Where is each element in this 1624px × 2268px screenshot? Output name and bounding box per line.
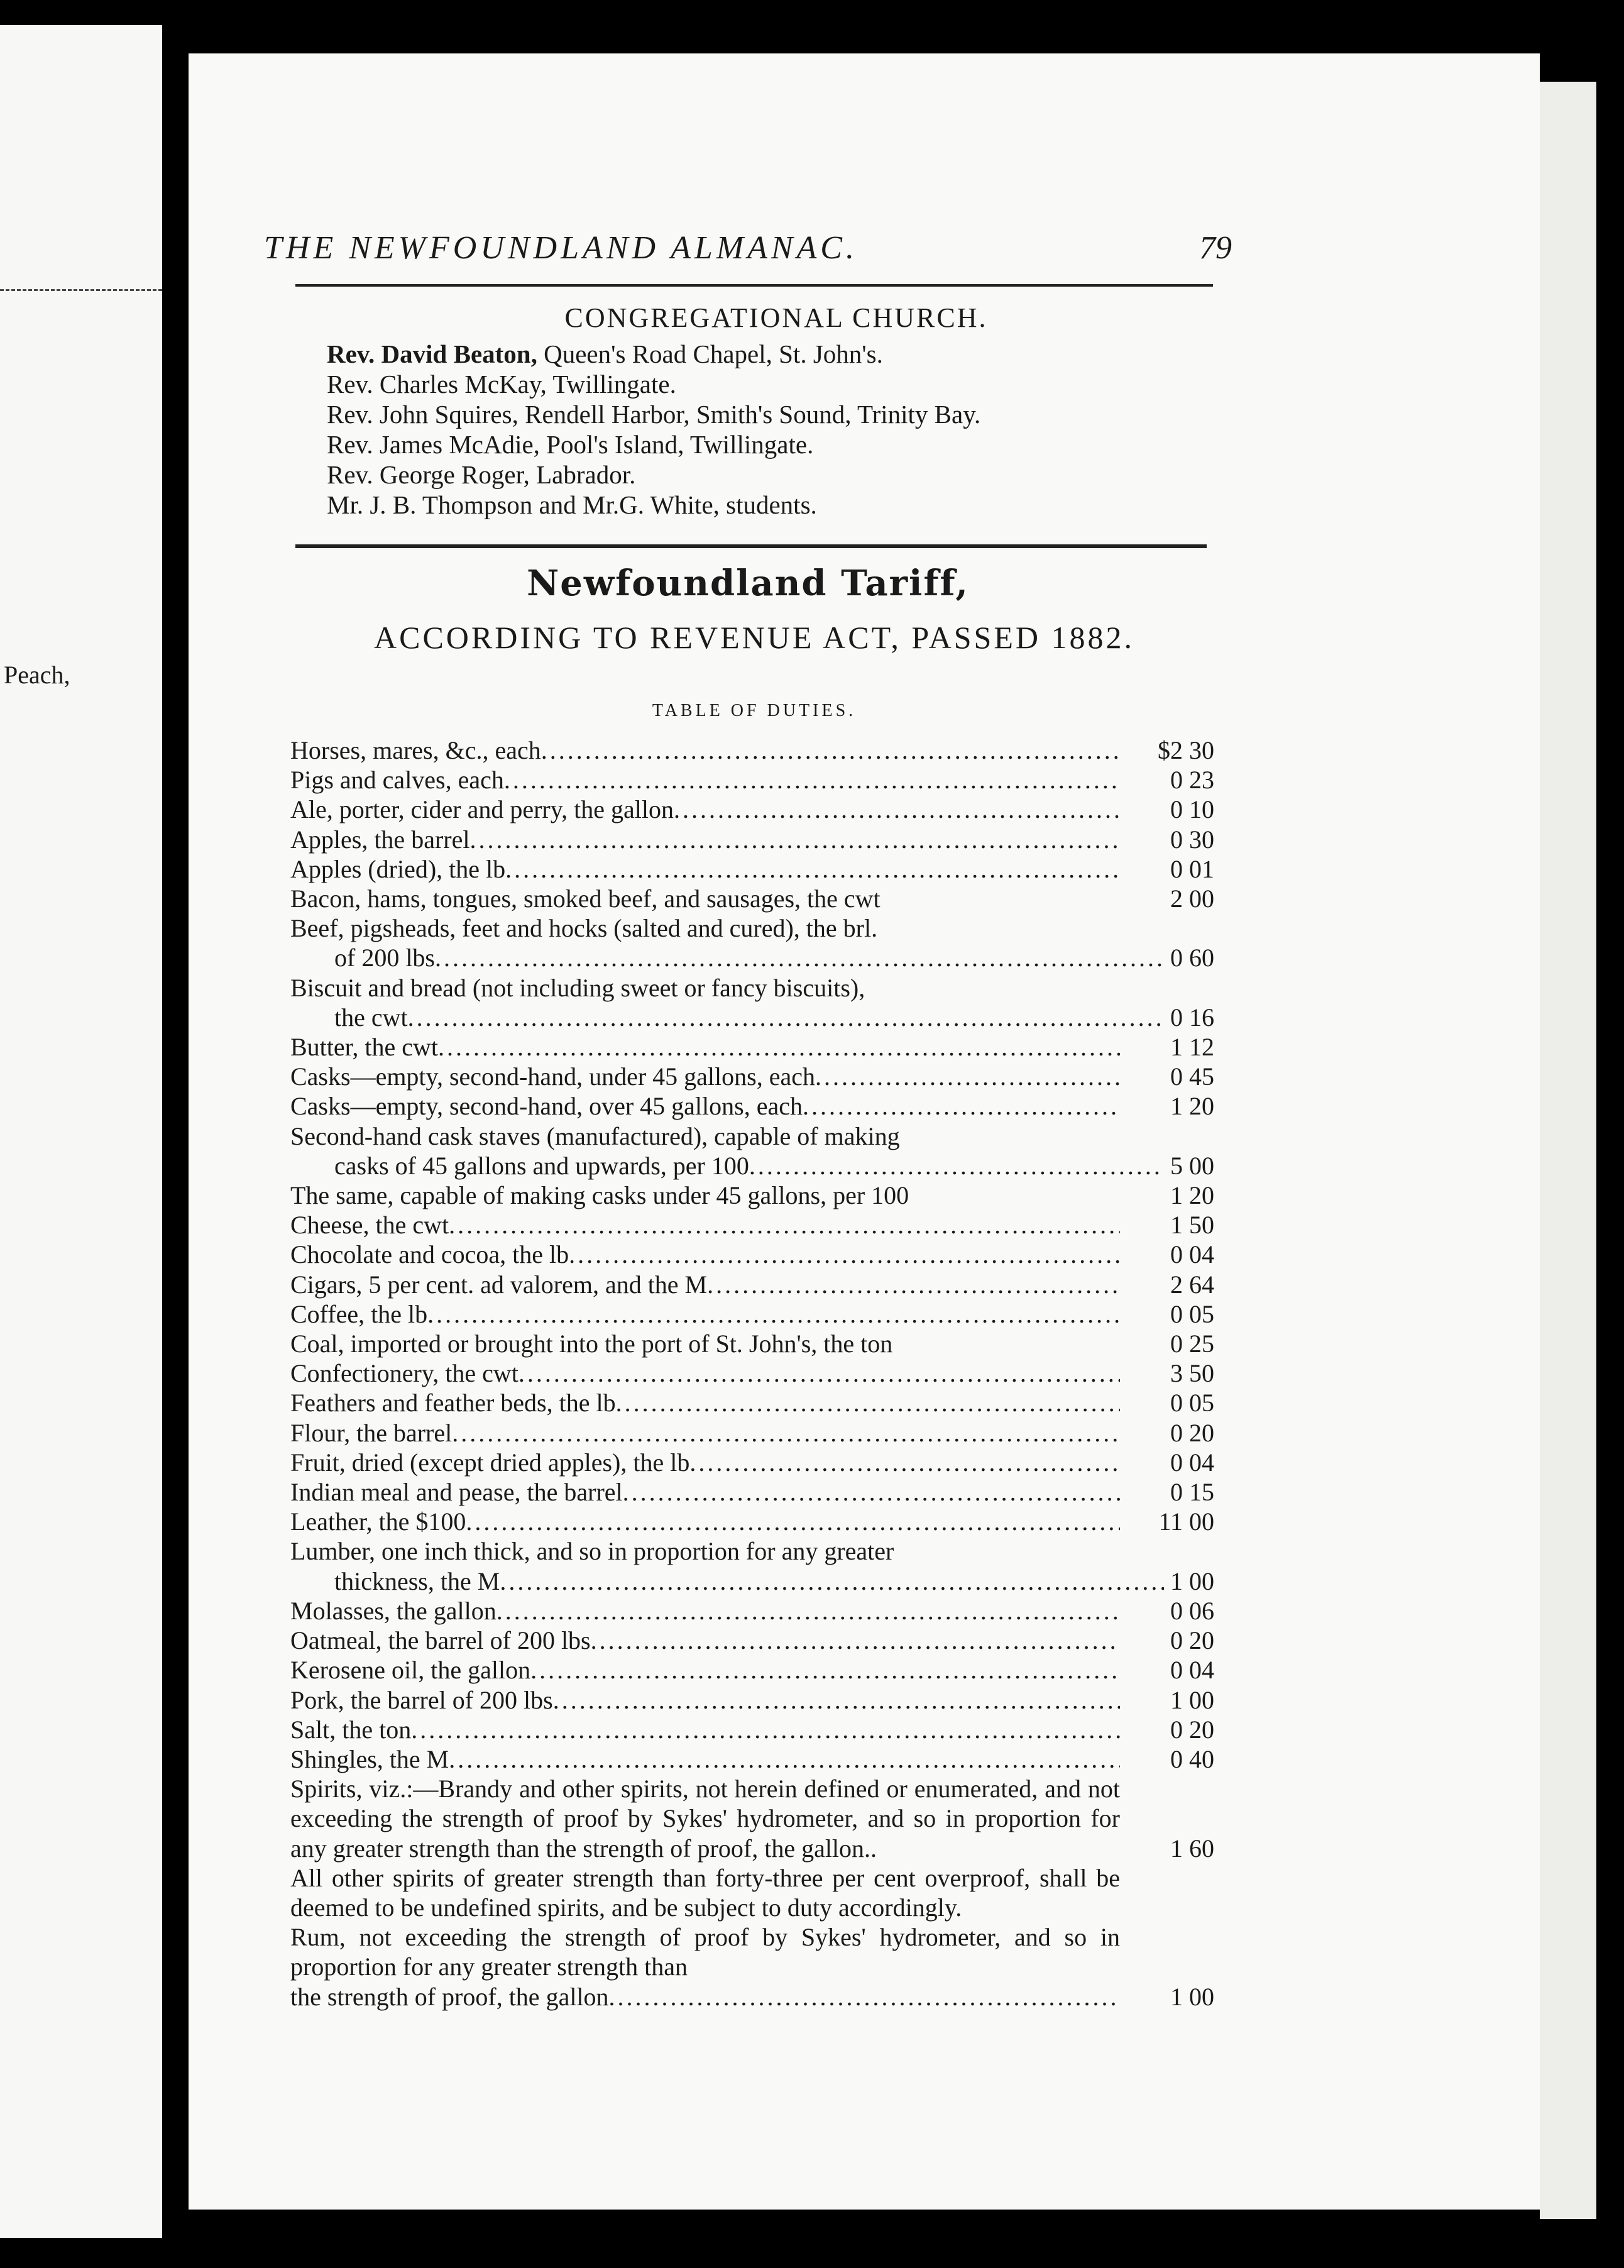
leader-dots xyxy=(803,1091,1120,1121)
duty-amount: 2 64 xyxy=(1170,1270,1214,1299)
clergy-entry xyxy=(327,429,1226,460)
leader-dots xyxy=(449,1210,1120,1240)
duty-amount: 0 20 xyxy=(1170,1715,1214,1744)
duty-row xyxy=(290,913,1214,972)
clergy-entry xyxy=(327,369,1226,399)
leader-dots xyxy=(569,1240,1120,1269)
duty-item: All other spirits of greater strength than forty-three per cent overproof, shall be deemed to be undefined spirits, and be subject to duty accordingly. xyxy=(290,1863,1120,1922)
duty-amount: 0 15 xyxy=(1170,1478,1214,1507)
duty-amount: 1 12 xyxy=(1170,1033,1214,1062)
leader-dots xyxy=(616,1388,1120,1418)
duty-row xyxy=(290,1744,1214,1774)
clergy-name: Rev. James McAdie, xyxy=(327,430,540,459)
duty-amount: 0 20 xyxy=(1170,1626,1214,1655)
duty-item-continuation: the strength of proof, the gallon xyxy=(290,1982,609,2011)
page-edge xyxy=(1540,82,1596,2219)
duty-amount: 0 23 xyxy=(1170,766,1214,795)
duty-row xyxy=(290,1536,1214,1595)
table-caption: TABLE OF DUTIES. xyxy=(652,701,857,720)
duty-item: Spirits, viz.:—Brandy and other spirits, not herein defined or enumerated, and not exceeding the strength of proof by Sykes' hydrometer, and so in proportion for any greater strength than the strength of proof, the gallon.. xyxy=(290,1775,1120,1863)
clergy-name: Mr. J. B. Thompson and Mr.G. White, xyxy=(327,490,720,519)
duty-row xyxy=(290,1210,1214,1240)
clergy-entry xyxy=(327,399,1226,429)
leader-dots xyxy=(497,1596,1120,1626)
duty-amount: 0 45 xyxy=(1170,1062,1214,1091)
duty-item: Cheese, the cwt xyxy=(290,1211,449,1240)
duty-row xyxy=(290,1685,1214,1715)
clergy-location: Pool's Island, Twillingate. xyxy=(539,430,814,459)
duty-item: Casks—empty, second-hand, under 45 gallons, each xyxy=(290,1062,815,1091)
clergy-location: students. xyxy=(719,490,817,519)
duty-amount: 2 00 xyxy=(1170,884,1214,913)
duty-row xyxy=(290,1181,1214,1210)
leader-dots xyxy=(553,1685,1120,1715)
leader-dots xyxy=(689,1448,1120,1477)
leader-dots xyxy=(411,1715,1120,1744)
leader-dots xyxy=(438,1032,1120,1062)
duty-amount: 0 16 xyxy=(1170,1003,1214,1032)
duty-row xyxy=(290,735,1214,765)
duty-amount: 0 04 xyxy=(1170,1448,1214,1477)
clergy-name: Rev. George Roger, xyxy=(327,460,530,489)
duty-item: Butter, the cwt xyxy=(290,1033,438,1062)
duty-row xyxy=(290,795,1214,824)
duty-amount: 0 30 xyxy=(1170,825,1214,854)
duty-row xyxy=(290,854,1214,884)
clergy-entry xyxy=(327,490,1226,520)
duty-row xyxy=(290,1655,1214,1685)
facing-page-rule xyxy=(0,289,162,291)
duty-row xyxy=(290,1091,1214,1121)
duty-amount: 0 05 xyxy=(1170,1299,1214,1328)
duty-amount: 1 00 xyxy=(1170,1685,1214,1714)
section-rule xyxy=(295,544,1207,548)
duty-amount: 1 00 xyxy=(1170,1982,1214,2011)
leader-dots xyxy=(466,1507,1120,1536)
duty-item: Beef, pigsheads, feet and hocks (salted and cured), the brl. xyxy=(290,914,878,943)
duty-row xyxy=(290,884,1214,913)
duty-amount: $2 30 xyxy=(1158,736,1214,764)
leader-dots xyxy=(427,1299,1120,1329)
clergy-list xyxy=(327,339,1226,520)
duty-item-continuation: of 200 lbs xyxy=(334,944,435,972)
duty-row xyxy=(290,765,1214,795)
duty-item: Lumber, one inch thick, and so in proportion for any greater xyxy=(290,1537,894,1566)
clergy-entry xyxy=(327,460,1226,490)
running-title: THE NEWFOUNDLAND ALMANAC. xyxy=(264,230,858,266)
leader-dots xyxy=(707,1270,1120,1299)
duty-item: Apples (dried), the lb xyxy=(290,854,506,883)
duty-amount: 11 00 xyxy=(1158,1507,1214,1536)
duty-item: Molasses, the gallon xyxy=(290,1596,497,1625)
duty-row xyxy=(290,1507,1214,1536)
leader-dots xyxy=(591,1626,1120,1655)
duty-item-continuation: thickness, the M xyxy=(334,1566,500,1595)
duty-item: Ale, porter, cider and perry, the gallon xyxy=(290,795,674,824)
leader-dots xyxy=(609,1982,1120,2012)
duty-amount: 0 60 xyxy=(1170,944,1214,972)
leader-dots xyxy=(469,825,1120,854)
duty-amount: 0 10 xyxy=(1170,795,1214,824)
duty-item: Rum, not exceeding the strength of proof by Sykes' hydrometer, and so in proportion for any greater strength than xyxy=(290,1923,1120,1981)
duty-item-continuation: casks of 45 gallons and upwards, per 100 xyxy=(334,1151,749,1180)
duty-row xyxy=(290,1715,1214,1744)
duties-table xyxy=(290,735,1214,2012)
duty-item: Kerosene oil, the gallon xyxy=(290,1656,531,1685)
duty-item: Bacon, hams, tongues, smoked beef, and sausages, the cwt xyxy=(290,884,881,913)
duty-amount: 0 04 xyxy=(1170,1656,1214,1685)
leader-dots xyxy=(500,1566,1164,1596)
leader-dots xyxy=(435,943,1164,972)
duty-amount: 1 20 xyxy=(1170,1092,1214,1121)
duty-item: Second-hand cask staves (manufactured), capable of making xyxy=(290,1121,900,1150)
header-rule xyxy=(295,284,1213,287)
duty-item: Flour, the barrel xyxy=(290,1418,453,1447)
church-title: CONGREGATIONAL CHURCH. xyxy=(564,302,988,333)
duty-row xyxy=(290,1329,1214,1358)
leader-dots xyxy=(541,735,1120,765)
duty-row xyxy=(290,1626,1214,1655)
duty-amount: 0 25 xyxy=(1170,1329,1214,1358)
duty-item: Confectionery, the cwt xyxy=(290,1359,518,1388)
duty-row xyxy=(290,973,1214,1032)
duty-item: Oatmeal, the barrel of 200 lbs xyxy=(290,1626,591,1655)
duty-item: Coal, imported or brought into the port of St. John's, the ton xyxy=(290,1329,893,1358)
clergy-location: Rendell Harbor, Smith's Sound, Trinity Bay. xyxy=(518,400,981,429)
duty-item: Chocolate and cocoa, the lb xyxy=(290,1240,569,1269)
duty-row xyxy=(290,1477,1214,1507)
duty-amount: 0 04 xyxy=(1170,1240,1214,1269)
duty-item: Feathers and feather beds, the lb xyxy=(290,1389,616,1418)
duty-amount: 1 60 xyxy=(1170,1834,1214,1863)
duty-amount: 0 01 xyxy=(1170,854,1214,883)
duty-item: Horses, mares, &c., each xyxy=(290,736,541,764)
duty-item: Indian meal and pease, the barrel xyxy=(290,1478,623,1507)
duty-amount: 1 00 xyxy=(1170,1566,1214,1595)
leader-dots xyxy=(815,1062,1120,1091)
duty-amount: 5 00 xyxy=(1170,1151,1214,1180)
clergy-location: Labrador. xyxy=(529,460,636,489)
duty-amount: 3 50 xyxy=(1170,1359,1214,1388)
leader-dots xyxy=(449,1744,1120,1774)
clergy-name: Rev. Charles McKay, xyxy=(327,370,547,399)
duty-row xyxy=(290,1358,1214,1388)
leader-dots xyxy=(518,1358,1120,1388)
duty-row xyxy=(290,825,1214,854)
duty-amount: 0 05 xyxy=(1170,1389,1214,1418)
duty-row xyxy=(290,1062,1214,1091)
duty-item: Coffee, the lb xyxy=(290,1299,428,1328)
duty-item: Shingles, the M xyxy=(290,1744,449,1773)
leader-dots xyxy=(504,765,1120,795)
leader-dots xyxy=(505,854,1120,884)
leader-dots xyxy=(408,1003,1164,1032)
clergy-location: Twillingate. xyxy=(546,370,676,399)
tariff-title: Newfoundland Tariff, xyxy=(527,563,969,604)
clergy-name: Rev. David Beaton, xyxy=(327,339,537,368)
duty-amount: 1 20 xyxy=(1170,1181,1214,1210)
page-number: 79 xyxy=(1199,230,1232,266)
duty-row xyxy=(290,1388,1214,1418)
running-header xyxy=(264,229,1232,273)
duty-row xyxy=(290,1596,1214,1626)
leader-dots xyxy=(674,795,1120,824)
facing-page xyxy=(0,25,162,2238)
duty-row xyxy=(290,1448,1214,1477)
leader-dots xyxy=(530,1655,1120,1685)
facing-page-fragment: Peach, xyxy=(4,661,70,689)
duty-row xyxy=(290,1121,1214,1181)
duty-item: Apples, the barrel xyxy=(290,825,470,854)
duty-row xyxy=(290,1418,1214,1448)
duty-item: Pork, the barrel of 200 lbs xyxy=(290,1685,553,1714)
duty-amount: 1 50 xyxy=(1170,1211,1214,1240)
duty-amount: 0 40 xyxy=(1170,1744,1214,1773)
leader-dots xyxy=(623,1477,1120,1507)
duty-row xyxy=(290,1032,1214,1062)
congregational-church-section xyxy=(327,302,1226,520)
duty-amount: 0 20 xyxy=(1170,1418,1214,1447)
duty-row xyxy=(290,1863,1214,1922)
duty-row xyxy=(290,1299,1214,1329)
duty-item: Cigars, 5 per cent. ad valorem, and the M xyxy=(290,1270,708,1299)
duty-item: Fruit, dried (except dried apples), the lb xyxy=(290,1448,690,1477)
leader-dots xyxy=(452,1418,1120,1448)
duty-item: Leather, the $100 xyxy=(290,1507,466,1536)
duty-item: Casks—empty, second-hand, over 45 gallons, each xyxy=(290,1092,803,1121)
tariff-subtitle: ACCORDING TO REVENUE ACT, PASSED 1882. xyxy=(373,620,1134,655)
duty-row xyxy=(290,1270,1214,1299)
duty-amount: 0 06 xyxy=(1170,1596,1214,1625)
duty-item: Biscuit and bread (not including sweet or fancy biscuits), xyxy=(290,973,865,1002)
duty-item: Pigs and calves, each xyxy=(290,766,504,795)
duty-item-continuation: the cwt xyxy=(334,1003,408,1032)
duty-item: The same, capable of making casks under 45 gallons, per 100 xyxy=(290,1181,909,1210)
duty-row xyxy=(290,1240,1214,1269)
leader-dots xyxy=(749,1151,1164,1181)
clergy-location: Queen's Road Chapel, St. John's. xyxy=(537,339,883,368)
duty-row xyxy=(290,1774,1214,1863)
duty-item: Salt, the ton xyxy=(290,1715,412,1744)
clergy-entry xyxy=(327,339,1226,369)
duty-row xyxy=(290,1922,1214,2012)
clergy-name: Rev. John Squires, xyxy=(327,400,518,429)
